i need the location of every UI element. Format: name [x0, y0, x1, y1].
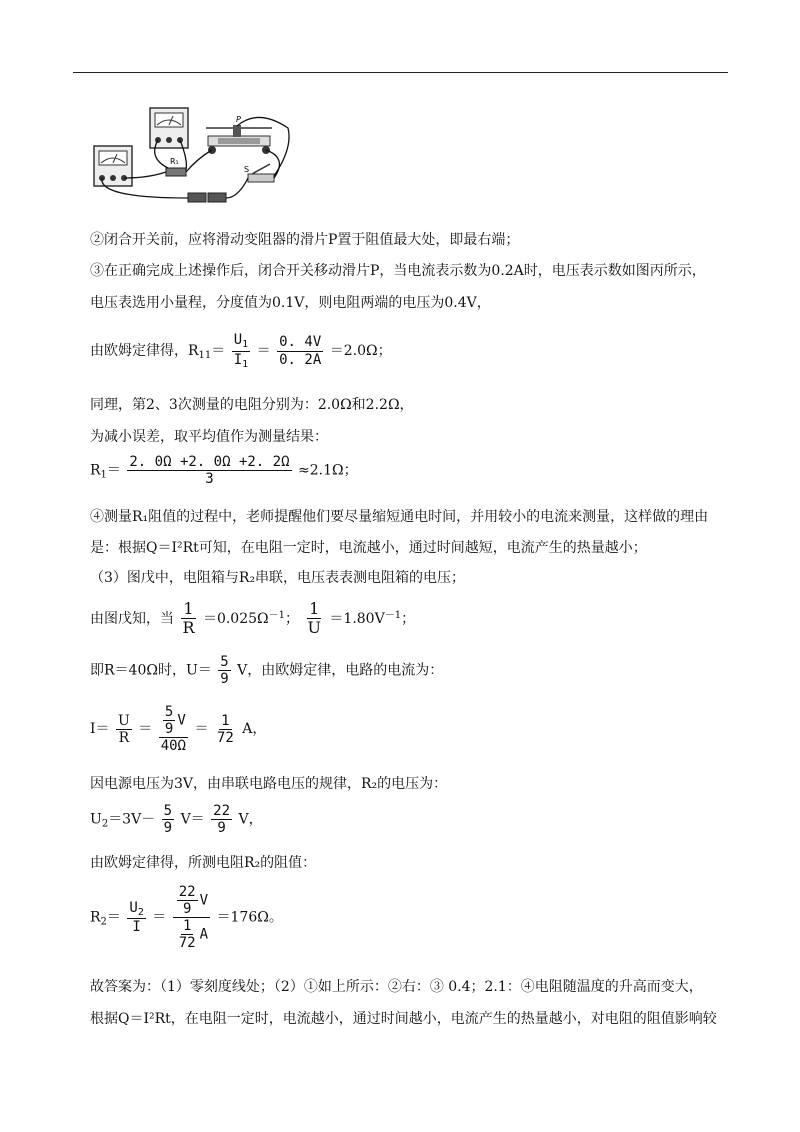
ammeter-icon — [94, 146, 132, 186]
line-5: 同理，第2、3次测量的电阻分别为：2.0Ω和2.2Ω， — [90, 397, 414, 413]
svg-text:P: P — [236, 115, 241, 124]
equation-u2: $U_2=3V-$ $\frac{5}{9}$ V＝ $\frac{22}{9}$ V， — [90, 803, 263, 837]
line-10: （3）图戊中，电阻箱与R₂串联，电压表表测电阻箱的电压； — [90, 570, 466, 586]
resistor-icon — [166, 168, 186, 176]
circuit-figure — [88, 98, 298, 206]
equation-voltage-u: 即R＝40Ω时，U＝ $\frac{5}{9}$ V，由欧姆定律，电路的电流为： — [90, 654, 444, 688]
line-16: 由欧姆定律得，所测电阻R₂的阻值： — [90, 855, 317, 871]
header-rule — [73, 72, 728, 73]
line-14: 因电源电压为3V，由串联电路电压的规律，R₂的电压为： — [90, 776, 448, 792]
equation-ohm-r11: 由欧姆定律得，$R_{11}=$ $\frac{U_1}{I_1}$ ＝ $\frac{0. 4V}{0. 2A}$ ＝2.0Ω； — [90, 332, 392, 370]
line-6: 为减小误差，取平均值作为测量结果： — [90, 429, 328, 445]
equation-r2: $R_2=$ $\frac{U_2}{I}$ ＝ $\frac{22}{9}$ V $\frac{1}{72}$ A ＝176Ω。 — [90, 884, 283, 952]
equation-average: $R_1=$ $\frac{2. 0\Omega +2. 0\Omega +2. 2\Omega}{3}$ ≈2.1Ω； — [90, 454, 358, 488]
equation-current: I＝ $\frac{U}{R}$ ＝ $\frac{5}{9}$ V 40Ω ＝ $\frac{1}{72}$ A， — [90, 704, 267, 755]
line-3: 电压表选用小量程，分度值为0.1V，则电阻两端的电压为0.4V， — [90, 295, 491, 311]
line-19: 根据Q＝I²Rt，在电阻一定时，电流越小，通过时间越小，电流产生的热量越小，对电阻的阻值影响较 — [90, 1011, 717, 1027]
voltmeter-icon — [150, 108, 188, 148]
line-1: ②闭合开关前，应将滑动变阻器的滑片P置于阻值最大处，即最右端； — [90, 232, 520, 248]
line-18: 故答案为：（1）零刻度线处；（2）①如上所示：②右：③ 0.4；2.1：④电阻随温度的升高而变大， — [90, 979, 703, 995]
svg-text:R₁: R₁ — [170, 157, 179, 166]
line-9: 是：根据Q＝I²Rt可知，在电阻一定时，电流越小，通过时间越短，电流产生的热量越小； — [90, 540, 647, 556]
line-2: ③在正确完成上述操作后，闭合开关移动滑片P，当电流表示数为0.2A时，电压表示数如图丙所示， — [90, 263, 706, 279]
svg-text:S: S — [244, 165, 250, 174]
line-8: ④测量R₁阻值的过程中，老师提醒他们要尽量缩短通电时间，并用较小的电流来测量，这样做的理由 — [90, 509, 709, 525]
battery-icon — [188, 193, 206, 202]
equation-graph-values: 由图戊知，当 $\frac{1}{R}$ $=0.025\Omega^{-1}$； $\frac{1}{U}$ $=1.80V^{-1}$； — [90, 599, 416, 638]
